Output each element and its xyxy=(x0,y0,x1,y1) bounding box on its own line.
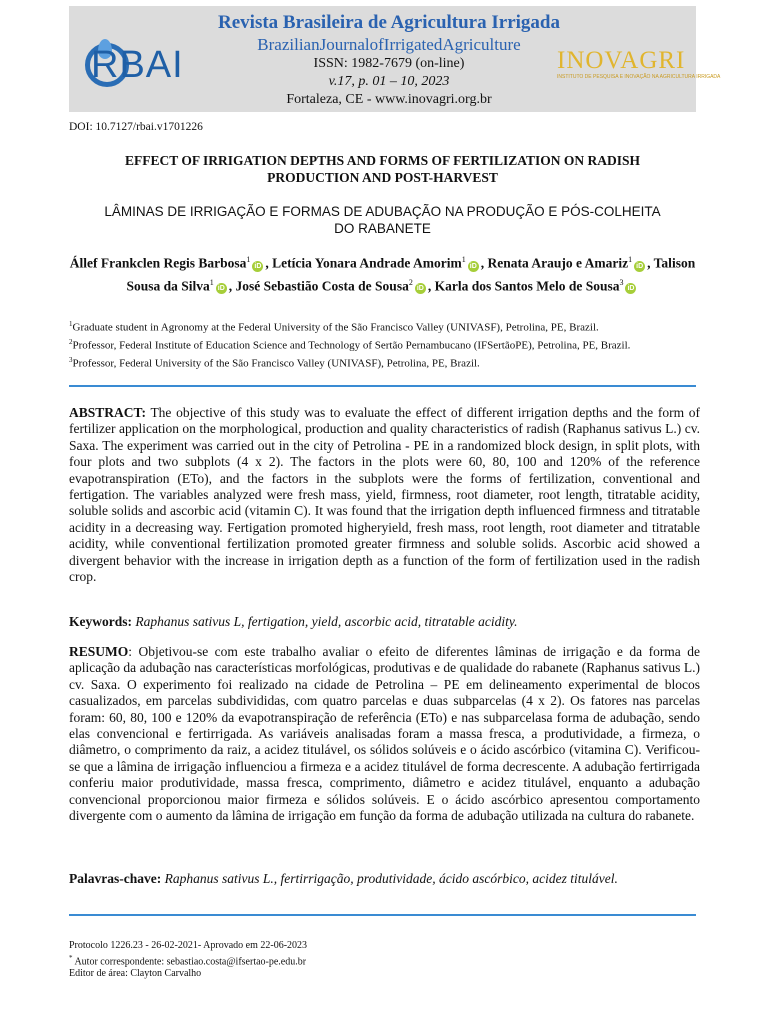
inovagri-logo xyxy=(557,47,721,82)
author-name: Talison Sousa da Silva xyxy=(126,255,696,293)
orcid-icon[interactable]: iD xyxy=(636,262,644,270)
journal-info xyxy=(179,12,599,109)
title-portuguese xyxy=(69,203,696,237)
orcid-icon[interactable]: iD xyxy=(416,285,424,292)
author-name: Karla dos Santos Melo de Sousa xyxy=(434,278,620,293)
affiliation-number: 2 xyxy=(69,338,73,347)
orcid-icon[interactable]: iD xyxy=(469,262,477,270)
author-name: José Sebastião Costa de Sousa xyxy=(235,278,409,293)
corresponding-author xyxy=(69,952,696,968)
keywords xyxy=(69,614,700,630)
author-affiliation-number: 1 xyxy=(246,255,251,264)
author-name: Renata Araujo e Amariz xyxy=(487,255,629,271)
footer-divider xyxy=(69,914,696,916)
keywords-label: Keywords: xyxy=(69,614,132,629)
orcid-icon[interactable]: iD xyxy=(217,285,225,292)
palavras-text: Raphanus sativus L., fertirrigação, produtividade, ácido ascórbico, acidez titulável. xyxy=(164,871,618,886)
abstract-label: ABSTRACT: xyxy=(69,405,147,420)
location-website[interactable]: Fortaleza, CE - www.inovagri.org.br xyxy=(286,92,492,107)
journal-header xyxy=(69,6,721,112)
journal-title-en: BrazilianJournalofIrrigatedAgriculture xyxy=(257,35,521,54)
affiliation-number: 3 xyxy=(69,356,73,365)
abstract-text: The objective of this study was to evaluate the effect of different irrigation depths and the form of fertilizer application on the morphological, production and quality characteristics of radish (Raphanus sativus L.) cv. Saxa. The experiment was carried out in the city of Petrolina - PE in a randomized block design, in split plots, with four plots and two subplots (4 x 2). The factors in the plots were 60, 80, 100 and 120% of the reference evapotranspiration (ETo), and the factors in the subplots were the forms of fertilization, conventional and fertigation. The variables analyzed were fresh mass, yield, firmness, root diameter, root length, titratable acidity, soluble solids and ascorbic acid (vitamin C). It was found that the irrigation depth influenced firmness and titratable acidity in a decreasing way. Fertigation promoted higheryield, fresh mass, root length, root diameter and titratable acidity, while conventional fertilization promoted greater firmness and soluble solids. Ascorbic acid showed a divergent behavior with the increase in irrigation depth as a function of the form of fertilization used in the radish crop. xyxy=(69,405,700,585)
affiliation-number: 1 xyxy=(69,320,73,328)
resumo-text: : Objetivou-se com este trabalho avaliar o efeito de diferentes lâminas de irrigação e da forma de aplicação da adubação nas características morfológicas, produtivas e de qualidade do rabanete (Raphanus sativus L.) cv. Saxa. O experimento foi realizado na cidade de Petrolina – PE em delineamento experimental de blocos casualizados, em parcelas subdivididas, com quatro parcelas e duas subparcelas (4 x 2). Os fatores nas parcelas foram: 60, 80, 100 e 120% da evapotranspiração de referência (ETo) e nas subparcelasa forma de adubação, sendo elas convencional e fertirrigada. As variáveis analisadas foram a massa fresca, a produtividade, a firmeza, o diâmetro, o comprimento da raiz, a acidez titulável, os sólidos solúveis e o ácido ascórbico (vitamina C). Verificou-se que a lâmina de irrigação influenciou a firmeza e a acidez titulável de forma decrescente. A adubação fertirrigada conferiu maior produtividade, massa fresca, comprimento, diâmetro e acidez titulável, enquanto a adubação convencional proporcionou maior firmeza e sólidos solúveis. E o ácido ascórbico apresentou comportamento divergente com o aumento da lâmina de irrigação em função da forma de adubação utilizada na cultura do rabanete. xyxy=(69,644,700,824)
author-affiliation-number: 2 xyxy=(408,277,413,287)
footer-notes xyxy=(69,940,696,980)
title-pt-line: DO RABANETE xyxy=(334,221,431,236)
palavras-chave xyxy=(69,871,700,887)
affiliation-text: Graduate student in Agronomy at the Federal University of the São Francisco Valley (UNIVASF), Petrolina, PE, Brazil. xyxy=(72,321,599,334)
title-english xyxy=(69,152,696,186)
inovagri-logo-subtitle: INSTITUTO DE PESQUISA E INOVAÇÃO NA AGRICULTURA IRRIGADA xyxy=(557,74,721,80)
affiliation-text: Professor, Federal University of the São Francisco Valley (UNIVASF), Petrolina, PE, Brazil. xyxy=(72,357,480,370)
doi[interactable]: DOI: 10.7127/rbai.v1701226 xyxy=(69,121,203,133)
title-en-line: EFFECT OF IRRIGATION DEPTHS AND FORMS OF FERTILIZATION ON RADISH xyxy=(125,153,640,168)
affiliation-item xyxy=(69,335,696,353)
volume-info: v.17, p. 01 – 10, 2023 xyxy=(328,74,450,89)
affiliation-item xyxy=(69,317,696,335)
journal-title-pt: Revista Brasileira de Agricultura Irrigada xyxy=(218,12,560,33)
author-affiliation-number: 1 xyxy=(628,255,633,264)
area-editor: Editor de área: Clayton Carvalho xyxy=(69,968,202,980)
author-list: Állef Frankclen Regis Barbosa$^1$iD , Letícia Yonara Andrade Amorim$^1$iD , Renata Araujo e Amariz$^1$iD , Talison Sousa da Silva$^1$iD , José Sebastião Costa de Sousa$^2$iD , Karla dos Santos Melo de Sousa$^3$iD xyxy=(69,255,696,293)
abstract xyxy=(69,405,700,585)
resumo xyxy=(69,644,700,824)
orcid-icon[interactable]: iD xyxy=(254,262,262,270)
rbai-logo-text: RBAI xyxy=(91,44,184,86)
author-name: Állef Frankclen Regis Barbosa xyxy=(69,255,247,271)
protocol-note: Protocolo 1226.23 - 26-02-2021- Aprovado em 22-06-2023 xyxy=(69,940,308,951)
title-en-line: PRODUCTION AND POST-HARVEST xyxy=(267,170,498,185)
author-affiliation-number: 1 xyxy=(209,277,214,287)
keywords-text: Raphanus sativus L, fertigation, yield, ascorbic acid, titratable acidity. xyxy=(135,614,518,629)
resumo-label: RESUMO xyxy=(69,644,129,659)
affiliation-text: Professor, Federal Institute of Education Science and Technology of Sertão Pernambucano (IFSertãoPE), Petrolina, PE, Brazil. xyxy=(72,339,631,352)
title-pt-line: LÂMINAS DE IRRIGAÇÃO E FORMAS DE ADUBAÇÃO NA PRODUÇÃO E PÓS-COLHEITA xyxy=(104,204,661,219)
corresponding-author-text[interactable]: Autor correspondente: sebastiao.costa@ifsertao-pe.edu.br xyxy=(74,956,307,968)
inovagri-logo-text: INOVAGRI xyxy=(557,47,686,74)
author-affiliation-number: 3 xyxy=(619,277,624,287)
palavras-label: Palavras-chave: xyxy=(69,871,162,886)
author-name: Letícia Yonara Andrade Amorim xyxy=(272,255,462,271)
section-divider xyxy=(69,385,696,387)
author-affiliation-number: 1 xyxy=(461,255,466,264)
affiliations xyxy=(69,317,696,371)
affiliation-item xyxy=(69,353,696,371)
issn: ISSN: 1982-7679 (on-line) xyxy=(313,56,465,71)
corresponding-mark: * xyxy=(69,954,73,962)
orcid-icon[interactable]: iD xyxy=(627,285,635,292)
